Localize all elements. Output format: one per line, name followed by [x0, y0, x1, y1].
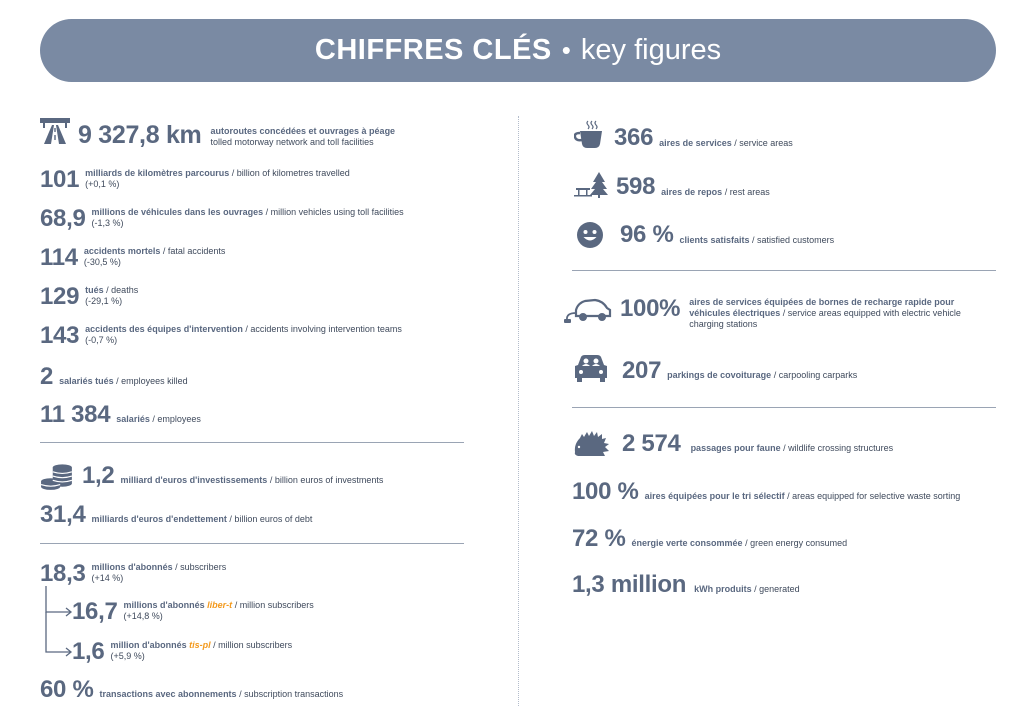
figure-sorting — [572, 480, 960, 504]
sorting-en: / areas equipped for selective waste sorting — [784, 491, 961, 501]
network-fr: autoroutes concédées et ouvrages à péage — [210, 126, 396, 136]
divider-right-1 — [572, 270, 996, 271]
figure-vehicles — [40, 207, 404, 231]
charging-fr1: aires de services équipées de bornes de recharge rapide pour — [689, 297, 955, 307]
charging-en1: / service areas equipped with electric vehicle — [780, 308, 961, 318]
figure-subscribers — [40, 562, 226, 586]
investments-value: 1,2 — [82, 462, 115, 489]
figure-libert — [72, 600, 314, 624]
green-en: / green energy consumed — [742, 538, 848, 548]
employees-fr: salariés — [116, 414, 150, 424]
fatal-en: / fatal accidents — [160, 246, 226, 256]
transactions-en: / subscription transactions — [236, 689, 344, 699]
service-areas-value: 366 — [614, 124, 654, 151]
header-banner — [40, 19, 996, 82]
figure-debt — [40, 503, 312, 527]
charging-fr2: véhicules électriques — [689, 308, 781, 318]
figure-satisfied — [576, 221, 834, 249]
deaths-change: (-29,1 %) — [85, 296, 123, 306]
transactions-value: 60 % — [40, 676, 94, 703]
figure-employees — [40, 403, 201, 427]
divider-left-2 — [40, 543, 464, 544]
libert-fr: millions d'abonnés — [123, 600, 208, 610]
rest-area-tree-icon — [574, 170, 608, 198]
sorting-value: 100 % — [572, 478, 639, 505]
investments-en: / billion euros of investments — [267, 475, 384, 485]
deaths-fr: tués — [85, 285, 104, 295]
vehicles-fr: millions de véhicules dans les ouvrages — [91, 207, 264, 217]
service-areas-fr: aires de services — [659, 138, 732, 148]
vehicles-value: 68,9 — [40, 205, 86, 232]
rest-areas-en: / rest areas — [722, 187, 770, 197]
wildlife-fr: passages pour faune — [690, 443, 781, 453]
column-divider — [518, 116, 519, 706]
title-fr: CHIFFRES CLÉS — [314, 34, 552, 66]
figure-kwh — [572, 573, 800, 597]
satisfied-value: 96 % — [620, 221, 674, 248]
carpool-car-icon — [572, 353, 610, 383]
kwh-fr: kWh produits — [694, 584, 752, 594]
km-change: (+0,1 %) — [85, 179, 120, 189]
employees-en: / employees — [149, 414, 201, 424]
electric-car-plug-icon — [562, 294, 614, 324]
figure-charging — [562, 294, 961, 330]
motorway-icon — [40, 117, 70, 145]
libert-change: (+14,8 %) — [123, 611, 163, 621]
figure-deaths — [40, 285, 138, 309]
coins-icon — [40, 460, 74, 490]
figure-intervention — [40, 324, 402, 348]
investments-fr: milliard d'euros d'investissements — [120, 475, 268, 485]
arrow-icon — [42, 586, 74, 662]
subscribers-fr: millions d'abonnés — [91, 562, 173, 572]
hedgehog-icon — [572, 430, 612, 458]
subscribers-value: 18,3 — [40, 560, 86, 587]
smiley-icon — [576, 221, 604, 249]
killed-fr: salariés tués — [59, 376, 114, 386]
kwh-en: / generated — [751, 584, 800, 594]
wildlife-value: 2 574 — [622, 430, 681, 457]
network-value: 9 327,8 km — [78, 121, 202, 149]
debt-fr: milliards d'euros d'endettement — [91, 514, 227, 524]
satisfied-en: / satisfied customers — [749, 235, 835, 245]
figure-investments — [40, 460, 383, 490]
employees-value: 11 384 — [40, 401, 111, 428]
satisfied-fr: clients satisfaits — [679, 235, 750, 245]
network-en: tolled motorway network and toll facilities — [210, 137, 374, 147]
carpool-value: 207 — [622, 357, 662, 384]
title-en: key figures — [580, 34, 722, 66]
carpool-en: / carpooling carparks — [771, 370, 858, 380]
coffee-cup-icon — [574, 120, 606, 150]
subscribers-en: / subscribers — [172, 562, 227, 572]
fatal-change: (-30,5 %) — [83, 257, 121, 267]
figure-green — [572, 527, 847, 551]
libert-en: / million subscribers — [232, 600, 314, 610]
wildlife-en: / wildlife crossing structures — [780, 443, 894, 453]
tispl-value: 1,6 — [72, 638, 105, 665]
charging-value: 100% — [620, 295, 681, 322]
figure-tispl — [72, 640, 292, 664]
divider-right-2 — [572, 407, 996, 408]
tispl-brand: tis-pl — [189, 640, 211, 650]
intervention-en: / accidents involving intervention teams — [242, 324, 402, 334]
km-value: 101 — [40, 166, 80, 193]
killed-en: / employees killed — [113, 376, 188, 386]
title-separator: • — [561, 35, 571, 65]
rest-areas-value: 598 — [616, 173, 656, 200]
tispl-change: (+5,9 %) — [110, 651, 145, 661]
figure-fatal — [40, 246, 225, 270]
deaths-en: / deaths — [103, 285, 139, 295]
libert-value: 16,7 — [72, 598, 118, 625]
vehicles-en: / million vehicles using toll facilities — [263, 207, 404, 217]
fatal-value: 114 — [40, 244, 78, 271]
green-value: 72 % — [572, 525, 626, 552]
kwh-value: 1,3 million — [572, 571, 687, 598]
divider-left-1 — [40, 442, 464, 443]
intervention-value: 143 — [40, 322, 80, 349]
killed-value: 2 — [40, 363, 54, 390]
deaths-value: 129 — [40, 283, 80, 310]
sorting-fr: aires équipées pour le tri sélectif — [644, 491, 785, 501]
green-fr: énergie verte consommée — [631, 538, 743, 548]
figure-transactions — [40, 678, 343, 702]
km-en: / billion of kilometres travelled — [229, 168, 350, 178]
service-areas-en: / service areas — [731, 138, 793, 148]
tispl-fr: million d'abonnés — [110, 640, 190, 650]
figure-carpool — [572, 353, 857, 383]
libert-brand: liber-t — [207, 600, 233, 610]
figure-service-areas — [574, 120, 793, 150]
transactions-fr: transactions avec abonnements — [99, 689, 237, 699]
fatal-fr: accidents mortels — [83, 246, 161, 256]
debt-value: 31,4 — [40, 501, 86, 528]
figure-network — [40, 117, 395, 148]
intervention-fr: accidents des équipes d'intervention — [85, 324, 243, 334]
charging-en2: charging stations — [689, 319, 758, 329]
vehicles-change: (-1,3 %) — [91, 218, 124, 228]
rest-areas-fr: aires de repos — [661, 187, 723, 197]
figure-km — [40, 168, 350, 192]
tispl-en: / million subscribers — [210, 640, 293, 650]
figure-killed — [40, 365, 188, 389]
debt-en: / billion euros of debt — [226, 514, 313, 524]
carpool-fr: parkings de covoiturage — [667, 370, 772, 380]
figure-rest-areas — [574, 170, 770, 199]
figure-wildlife — [572, 430, 893, 458]
intervention-change: (-0,7 %) — [85, 335, 118, 345]
subscribers-change: (+14 %) — [91, 573, 124, 583]
km-fr: milliards de kilomètres parcourus — [85, 168, 230, 178]
